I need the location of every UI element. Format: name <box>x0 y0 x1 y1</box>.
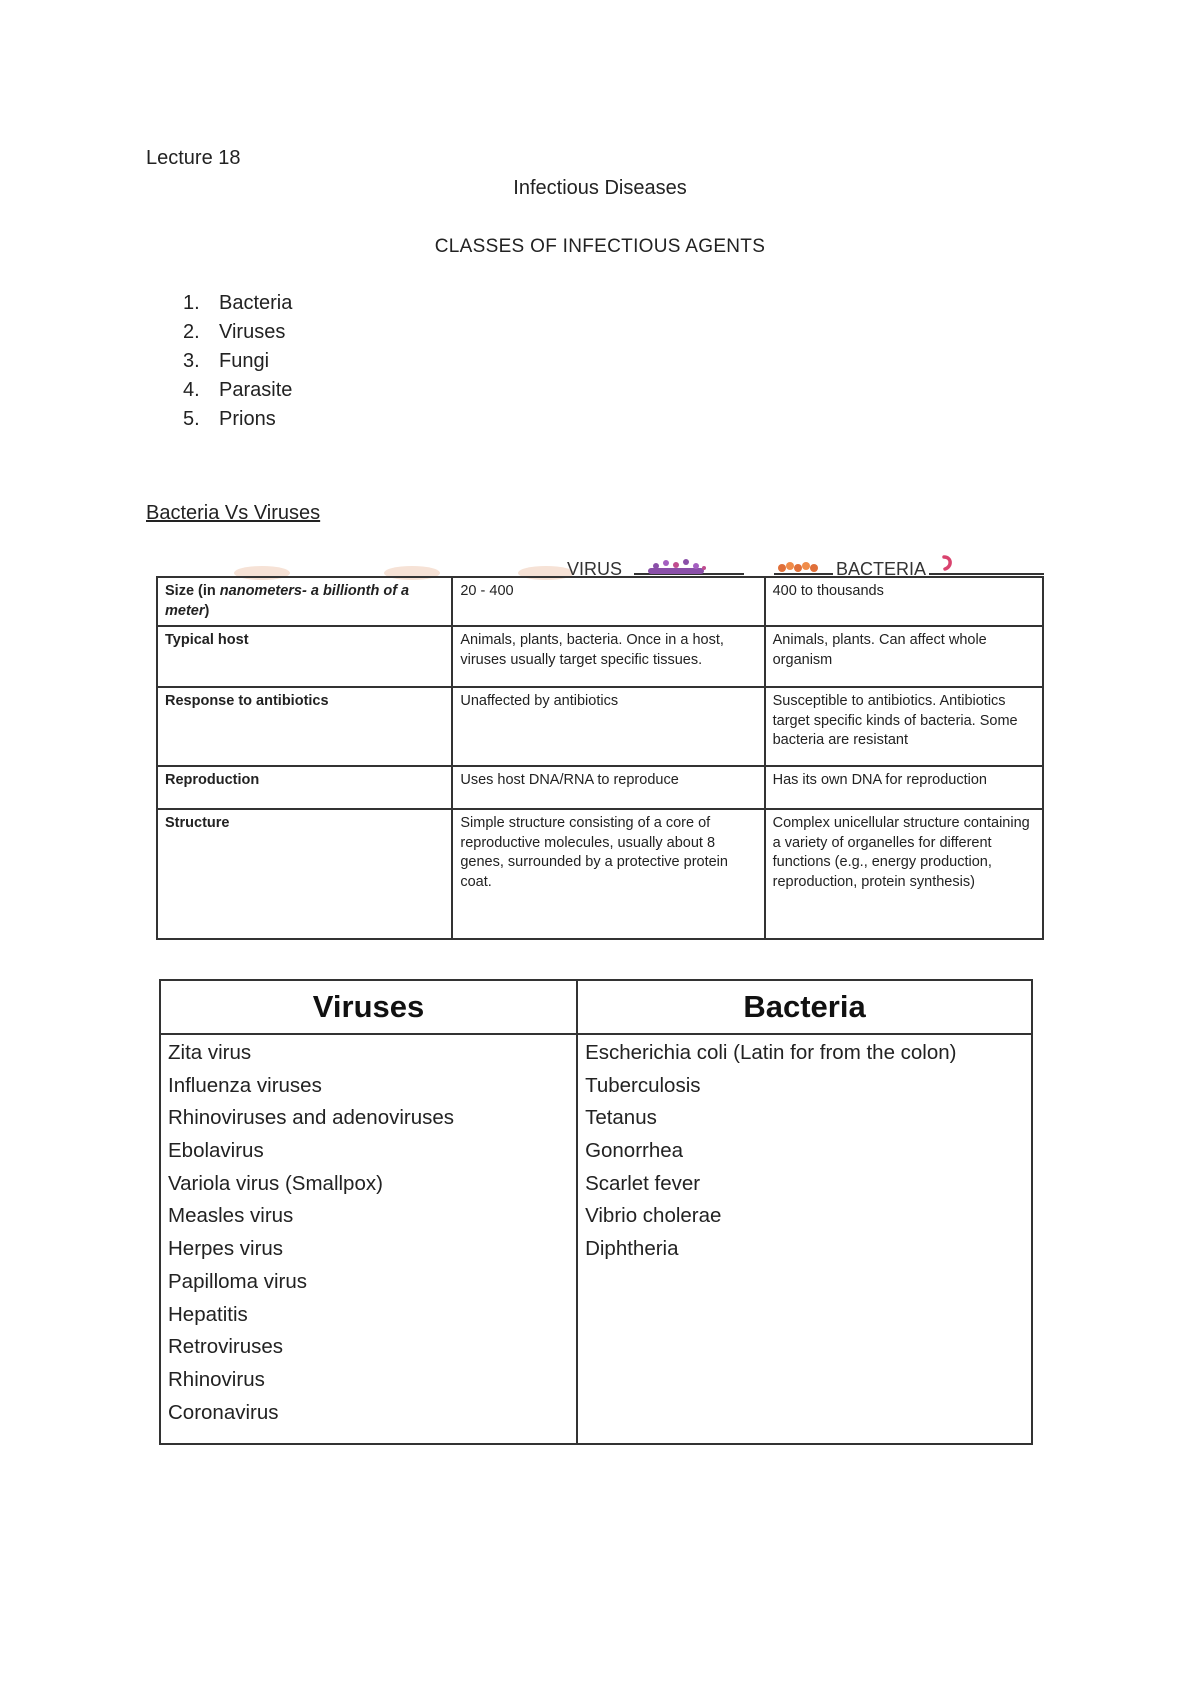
viruses-list <box>160 1034 577 1444</box>
list-item: Rhinovirus <box>168 1367 265 1391</box>
bacteria-label: BACTERIA <box>833 559 929 580</box>
virus-cell: Unaffected by antibiotics <box>452 687 764 766</box>
list-item: 4. Parasite <box>183 379 293 401</box>
virus-icon <box>644 556 714 576</box>
list-item: 5. Prions <box>183 408 276 430</box>
list-item: Tetanus <box>585 1106 657 1130</box>
list-item: Rhinoviruses and adenoviruses <box>168 1106 455 1130</box>
list-item: Diphtheria <box>585 1237 679 1261</box>
table-row <box>157 626 1043 687</box>
comparison-heading: Bacteria Vs Viruses <box>146 502 321 524</box>
list-item: 2. Viruses <box>183 321 286 343</box>
list-item: Escherichia coli (Latin for from the colon) <box>585 1041 957 1064</box>
bacteria-cell: 400 to thousands <box>765 577 1043 626</box>
virus-cell: 20 - 400 <box>452 577 764 626</box>
list-item: Scarlet fever <box>585 1171 701 1195</box>
bacteria-cell: Susceptible to antibiotics. Antibiotics target specific kinds of bacteria. Some bacteria are resistant <box>765 687 1043 766</box>
comparison-table-figure <box>156 552 1044 940</box>
list-item: Ebolavirus <box>168 1139 264 1163</box>
row-label: Typical host <box>157 626 452 687</box>
list-item: 3. Fungi <box>183 350 270 372</box>
viruses-column-header: Viruses <box>160 980 577 1034</box>
row-label: Reproduction <box>157 766 452 809</box>
row-label: Response to antibiotics <box>157 687 452 766</box>
table-row <box>157 687 1043 766</box>
list-item: Vibrio cholerae <box>585 1204 722 1228</box>
row-label: Size (in nanometers- a billionth of a meter) <box>157 577 452 626</box>
virus-cell: Simple structure consisting of a core of reproductive molecules, usually about 8 genes, surrounded by a protective protein coat. <box>452 809 764 939</box>
comparison-table-header <box>156 552 1044 577</box>
virus-label: VIRUS <box>567 559 623 579</box>
list-item: Herpes virus <box>168 1237 284 1261</box>
bacteria-icon <box>940 555 954 573</box>
examples-table <box>159 979 1033 1445</box>
bacteria-cell: Has its own DNA for reproduction <box>765 766 1043 809</box>
bacteria-cell: Animals, plants. Can affect whole organism <box>765 626 1043 687</box>
table-row <box>160 1034 1032 1444</box>
list-item: Zita virus <box>168 1041 252 1064</box>
list-item: Coronavirus <box>168 1400 279 1424</box>
bacteria-list <box>577 1034 1032 1444</box>
table-row <box>157 809 1043 939</box>
list-item: Papilloma virus <box>168 1269 307 1293</box>
bacteria-cell: Complex unicellular structure containing a variety of organelles for different functions (e.g., energy production, reproduction, protein synthesis) <box>765 809 1043 939</box>
list-item: Variola virus (Smallpox) <box>168 1171 383 1195</box>
page-title: Infectious Diseases <box>513 177 687 199</box>
list-item: Hepatitis <box>168 1302 248 1326</box>
table-header-row <box>160 980 1032 1034</box>
classes-heading: CLASSES OF INFECTIOUS AGENTS <box>434 236 766 257</box>
row-label: Structure <box>157 809 452 939</box>
list-item: Influenza viruses <box>168 1073 322 1097</box>
list-item: Tuberculosis <box>585 1073 701 1097</box>
virus-cell: Animals, plants, bacteria. Once in a host, viruses usually target specific tissues. <box>452 626 764 687</box>
list-item: 1. Bacteria <box>183 292 293 314</box>
list-item: Measles virus <box>168 1204 294 1228</box>
bacteria-icon <box>776 558 820 574</box>
list-item: Retroviruses <box>168 1335 284 1359</box>
bacteria-column-header: Bacteria <box>577 980 1032 1034</box>
agents-list <box>146 289 292 434</box>
table-row <box>157 766 1043 809</box>
table-row <box>157 577 1043 626</box>
comparison-table <box>156 576 1044 940</box>
list-item: Gonorrhea <box>585 1139 684 1163</box>
virus-cell: Uses host DNA/RNA to reproduce <box>452 766 764 809</box>
lecture-number: Lecture 18 <box>146 147 241 169</box>
